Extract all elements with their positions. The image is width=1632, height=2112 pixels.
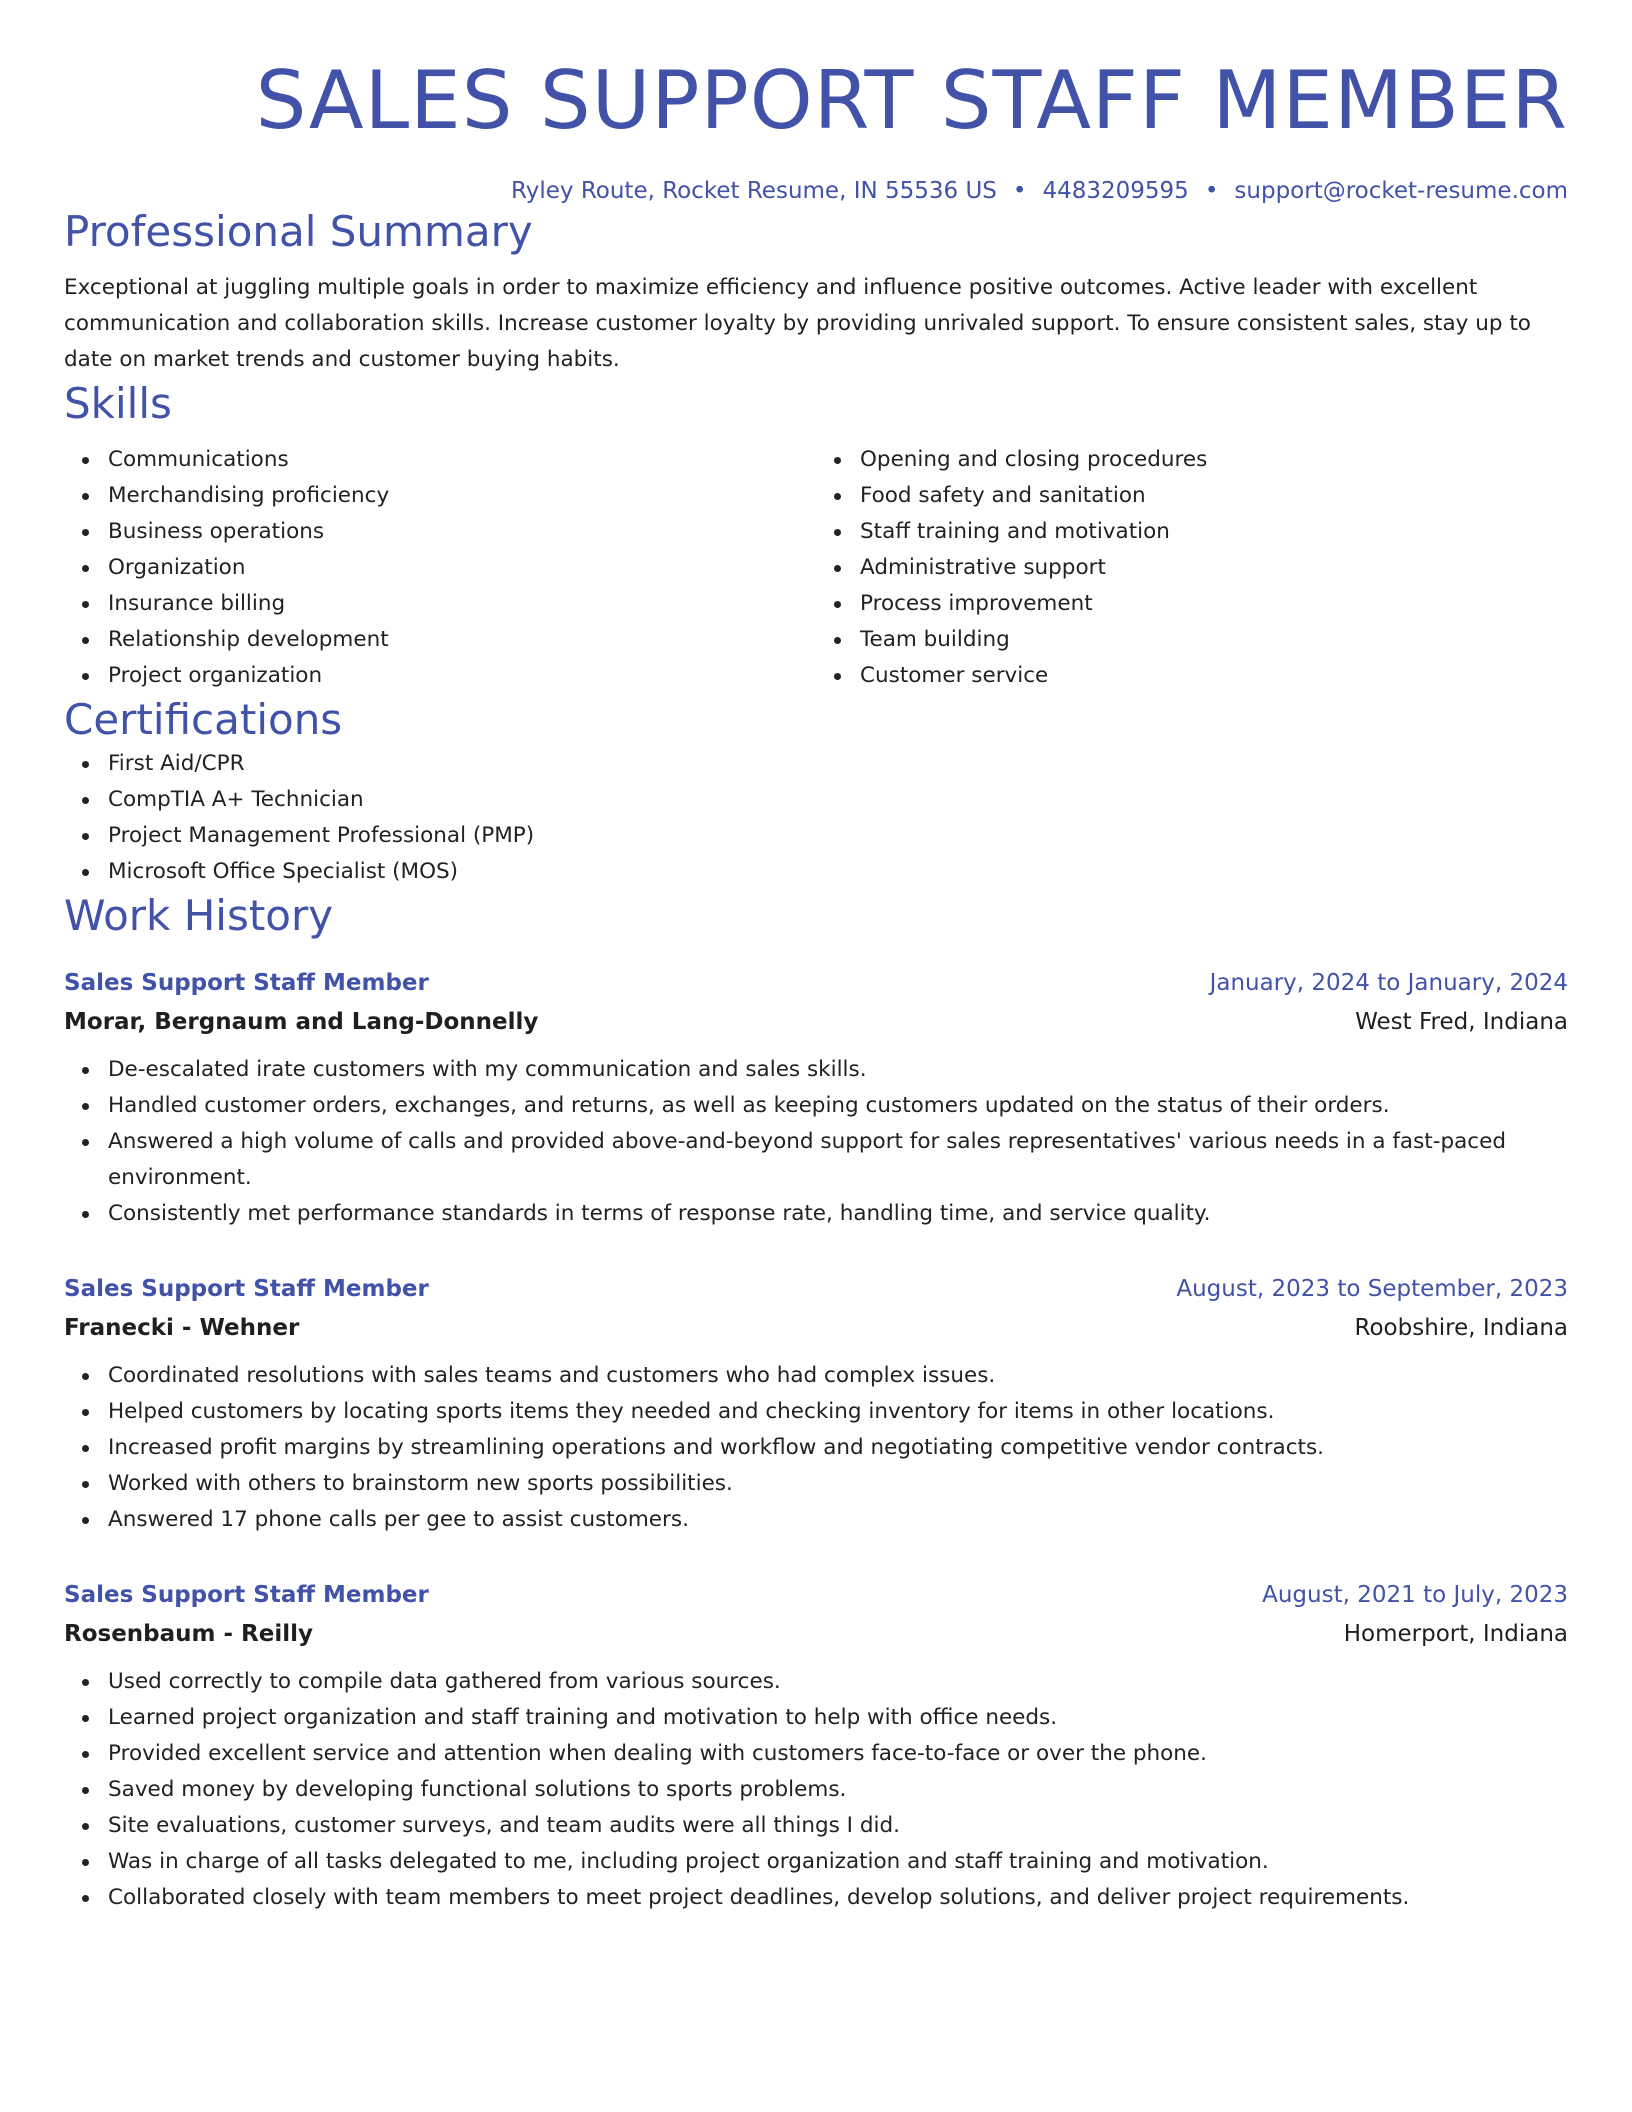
job-dates: August, 2021 to July, 2023 bbox=[1262, 1582, 1568, 1608]
skill-item: Merchandising proficiency bbox=[108, 478, 816, 514]
skill-item: Project organization bbox=[108, 658, 816, 694]
skills-list-left bbox=[64, 442, 816, 694]
job-duty: Coordinated resolutions with sales teams and customers who had complex issues. bbox=[108, 1358, 1568, 1394]
contact-email: support@rocket-resume.com bbox=[1234, 178, 1568, 204]
contact-separator: • bbox=[1204, 178, 1219, 204]
skill-item: Staff training and motivation bbox=[860, 514, 1568, 550]
resume-header bbox=[64, 52, 1568, 206]
certification-item: CompTIA A+ Technician bbox=[108, 782, 1568, 818]
skill-item: Relationship development bbox=[108, 622, 816, 658]
job-title: Sales Support Staff Member bbox=[64, 1276, 429, 1302]
skill-item: Team building bbox=[860, 622, 1568, 658]
skills-heading: Skills bbox=[64, 379, 172, 428]
job-company: Franecki - Wehner bbox=[64, 1315, 300, 1341]
job-duty: Collaborated closely with team members to meet project deadlines, develop solutions, and deliver project requirements. bbox=[108, 1880, 1568, 1916]
job-location: Roobshire, Indiana bbox=[1354, 1315, 1568, 1341]
job-title: Sales Support Staff Member bbox=[64, 1582, 429, 1608]
job-duty: Answered 17 phone calls per gee to assist customers. bbox=[108, 1502, 1568, 1538]
job-company-row bbox=[64, 1614, 1568, 1654]
job-company-row bbox=[64, 1308, 1568, 1348]
skill-item: Communications bbox=[108, 442, 816, 478]
job-duty: Provided excellent service and attention when dealing with customers face-to-face or over the phone. bbox=[108, 1736, 1568, 1772]
job-duty: Worked with others to brainstorm new sports possibilities. bbox=[108, 1466, 1568, 1502]
job-duty: De-escalated irate customers with my communication and sales skills. bbox=[108, 1052, 1568, 1088]
summary-heading: Professional Summary bbox=[64, 207, 533, 256]
summary-text: Exceptional at juggling multiple goals in order to maximize efficiency and influence positive outcomes. Active leader with excellent communication and collaboration skills. Increase customer loyalty by providing unrivaled support. To ensure consistent sales, stay up to date on market trends and customer buying habits. bbox=[64, 275, 1531, 372]
certification-item: Microsoft Office Specialist (MOS) bbox=[108, 854, 1568, 890]
skill-item: Opening and closing procedures bbox=[860, 442, 1568, 478]
job-duties-list bbox=[64, 1664, 1568, 1916]
job-duty: Answered a high volume of calls and provided above-and-beyond support for sales representatives' various needs in a fast-paced environment. bbox=[108, 1124, 1568, 1196]
job-duty: Saved money by developing functional solutions to sports problems. bbox=[108, 1772, 1568, 1808]
contact-line bbox=[64, 176, 1568, 206]
job-duty: Was in charge of all tasks delegated to me, including project organization and staff training and motivation. bbox=[108, 1844, 1568, 1880]
job-entry bbox=[64, 1270, 1568, 1538]
job-duty: Consistently met performance standards in terms of response rate, handling time, and service quality. bbox=[108, 1196, 1568, 1232]
certifications-list bbox=[64, 746, 1568, 890]
job-duties-list bbox=[64, 1052, 1568, 1232]
job-entry bbox=[64, 964, 1568, 1232]
skill-item: Business operations bbox=[108, 514, 816, 550]
job-title-row bbox=[64, 1270, 1568, 1308]
job-duty: Learned project organization and staff training and motivation to help with office needs. bbox=[108, 1700, 1568, 1736]
job-duty: Used correctly to compile data gathered from various sources. bbox=[108, 1664, 1568, 1700]
job-location: Homerport, Indiana bbox=[1343, 1621, 1568, 1647]
skill-item: Administrative support bbox=[860, 550, 1568, 586]
job-duty: Increased profit margins by streamlining operations and workflow and negotiating competitive vendor contracts. bbox=[108, 1430, 1568, 1466]
job-entry bbox=[64, 1576, 1568, 1916]
certifications-heading: Certifications bbox=[64, 695, 343, 744]
job-dates: August, 2023 to September, 2023 bbox=[1176, 1276, 1568, 1302]
work-history-heading: Work History bbox=[64, 891, 334, 940]
skill-item: Customer service bbox=[860, 658, 1568, 694]
job-location: West Fred, Indiana bbox=[1355, 1009, 1568, 1035]
skill-item: Food safety and sanitation bbox=[860, 478, 1568, 514]
job-company: Rosenbaum - Reilly bbox=[64, 1621, 314, 1647]
candidate-name: SALES SUPPORT STAFF MEMBER bbox=[255, 54, 1568, 147]
job-dates: January, 2024 to January, 2024 bbox=[1209, 970, 1568, 996]
job-duty: Site evaluations, customer surveys, and team audits were all things I did. bbox=[108, 1808, 1568, 1844]
skill-item: Process improvement bbox=[860, 586, 1568, 622]
job-title-row bbox=[64, 964, 1568, 1002]
skills-list-right bbox=[816, 442, 1568, 694]
job-company-row bbox=[64, 1002, 1568, 1042]
job-title: Sales Support Staff Member bbox=[64, 970, 429, 996]
contact-address: Ryley Route, Rocket Resume, IN 55536 US bbox=[511, 178, 997, 204]
job-company: Morar, Bergnaum and Lang-Donnelly bbox=[64, 1009, 539, 1035]
job-duty: Helped customers by locating sports items they needed and checking inventory for items in other locations. bbox=[108, 1394, 1568, 1430]
certification-item: Project Management Professional (PMP) bbox=[108, 818, 1568, 854]
job-duty: Handled customer orders, exchanges, and returns, as well as keeping customers updated on the status of their orders. bbox=[108, 1088, 1568, 1124]
job-title-row bbox=[64, 1576, 1568, 1614]
skill-item: Organization bbox=[108, 550, 816, 586]
job-duties-list bbox=[64, 1358, 1568, 1538]
skill-item: Insurance billing bbox=[108, 586, 816, 622]
contact-separator: • bbox=[1012, 178, 1027, 204]
skills-columns bbox=[64, 442, 1568, 694]
contact-phone: 4483209595 bbox=[1042, 178, 1189, 204]
certification-item: First Aid/CPR bbox=[108, 746, 1568, 782]
